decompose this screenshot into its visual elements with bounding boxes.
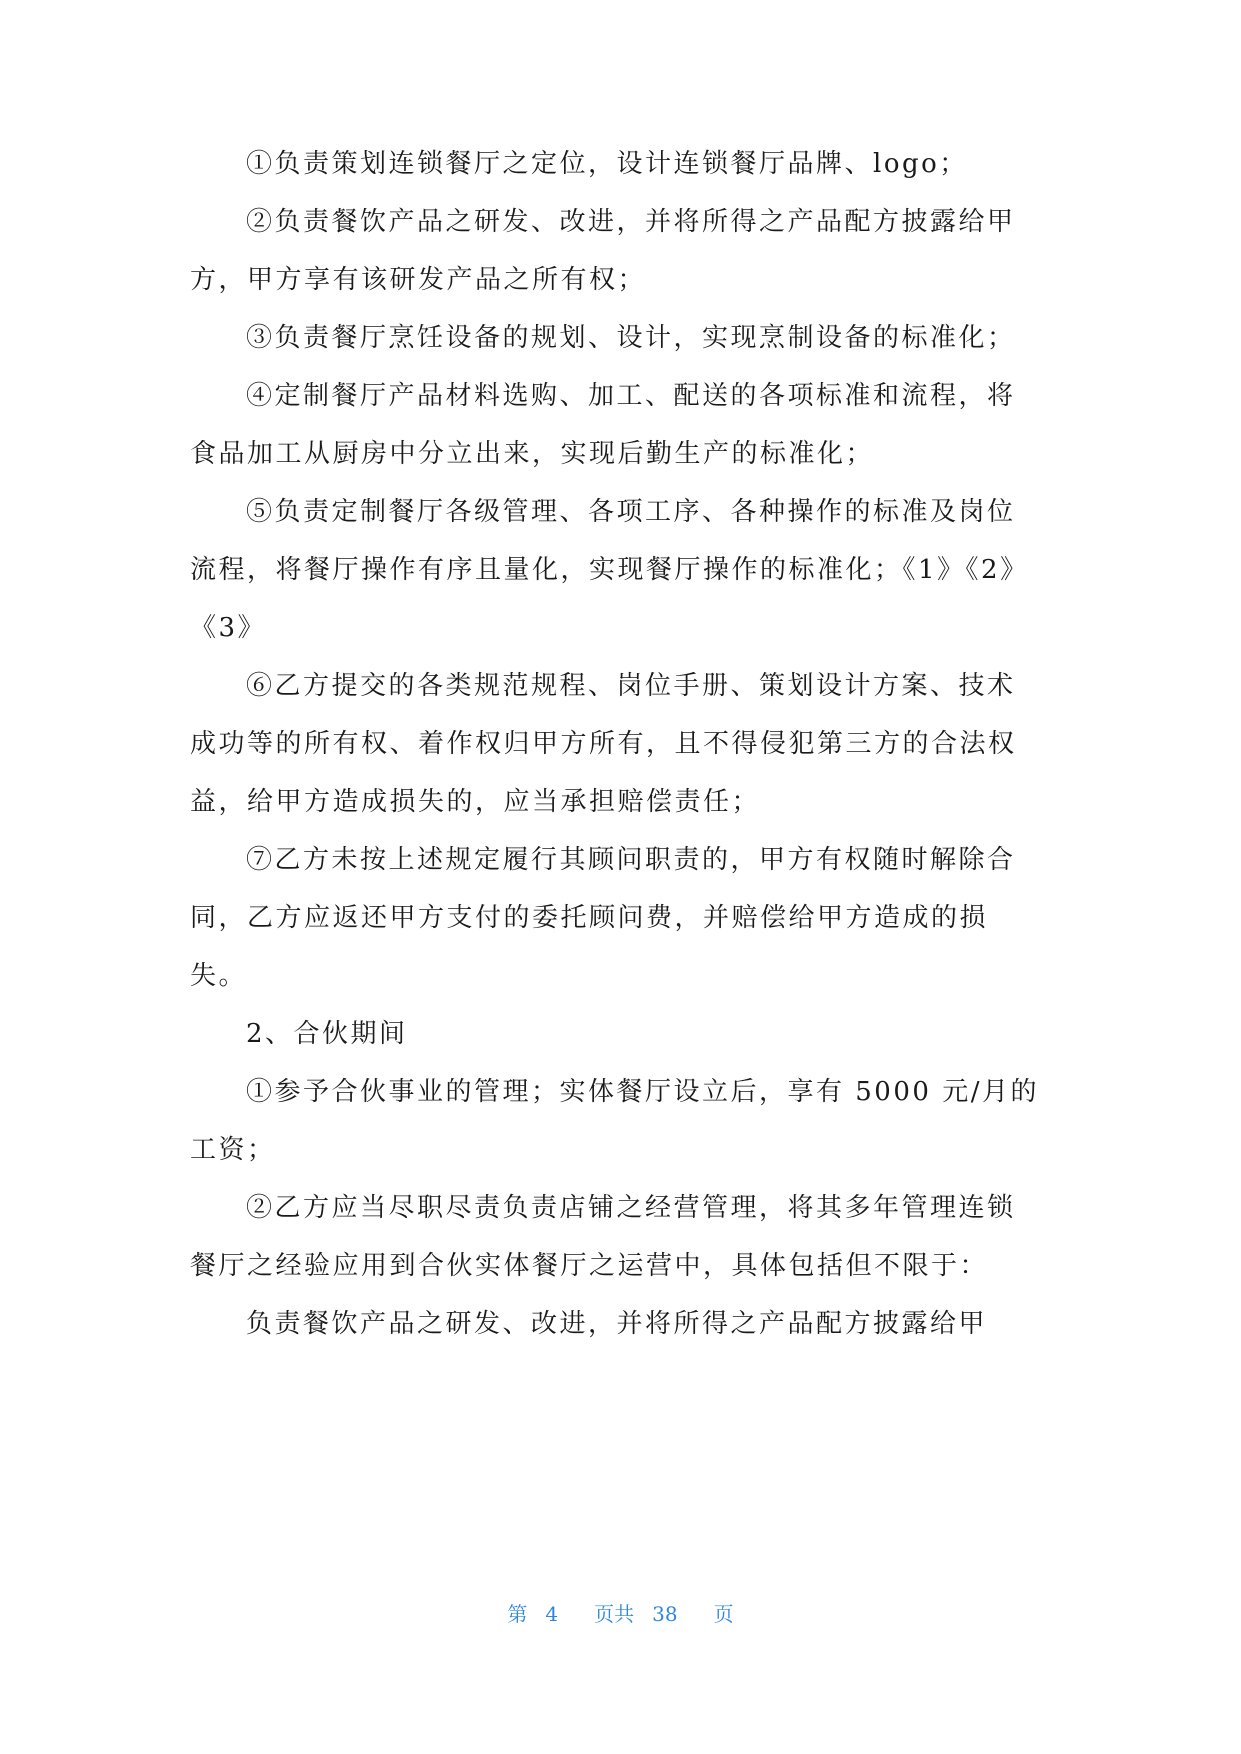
paragraph-line: 负责餐饮产品之研发、改进，并将所得之产品配方披露给甲 (246, 1309, 988, 1339)
footer-suffix: 页 (713, 1602, 734, 1626)
paragraph-line: ②负责餐饮产品之研发、改进，并将所得之产品配方披露给甲 (246, 207, 1016, 237)
paragraph-line: 同，乙方应返还甲方支付的委托顾问费，并赔偿给甲方造成的损 (190, 903, 989, 933)
paragraph-line: 食品加工从厨房中分立出来，实现后勤生产的标准化； (190, 439, 875, 469)
paragraph-line: 流程，将餐厅操作有序且量化，实现餐厅操作的标准化；《1》《2》 (190, 555, 1029, 585)
paragraph-line: 工资； (190, 1135, 276, 1165)
paragraph-line: 《3》 (190, 613, 267, 643)
page-footer (0, 1598, 1241, 1627)
paragraph-line: 失。 (190, 961, 248, 991)
paragraph-line: 餐厅之经验应用到合伙实体餐厅之运营中，具体包括但不限于： (190, 1251, 989, 1281)
page-number: 4 (545, 1602, 559, 1626)
paragraph-line: ⑥乙方提交的各类规范规程、岗位手册、策划设计方案、技术 (246, 671, 1016, 701)
paragraph-line: ①参予合伙事业的管理；实体餐厅设立后，享有 5000 元/月的 (246, 1077, 1039, 1107)
paragraph-line: ①负责策划连锁餐厅之定位，设计连锁餐厅品牌、logo； (246, 149, 968, 179)
paragraph-line: ③负责餐厅烹饪设备的规划、设计，实现烹制设备的标准化； (246, 323, 1016, 353)
paragraph-line: ⑤负责定制餐厅各级管理、各项工序、各种操作的标准及岗位 (246, 497, 1016, 527)
paragraph-line: ④定制餐厅产品材料选购、加工、配送的各项标准和流程，将 (246, 381, 1016, 411)
section-heading: 2、合伙期间 (246, 1019, 408, 1049)
footer-prefix: 第 (507, 1602, 528, 1626)
paragraph-line: ⑦乙方未按上述规定履行其顾问职责的，甲方有权随时解除合 (246, 845, 1016, 875)
footer-mid: 页共 (594, 1602, 635, 1626)
paragraph-line: 益，给甲方造成损失的，应当承担赔偿责任； (190, 787, 761, 817)
paragraph-line: 成功等的所有权、着作权归甲方所有，且不得侵犯第三方的合法权 (190, 729, 1017, 759)
paragraph-line: ②乙方应当尽职尽责负责店铺之经营管理，将其多年管理连锁 (246, 1193, 1016, 1223)
paragraph-line: 方，甲方享有该研发产品之所有权； (190, 265, 647, 295)
total-pages: 38 (652, 1602, 678, 1626)
